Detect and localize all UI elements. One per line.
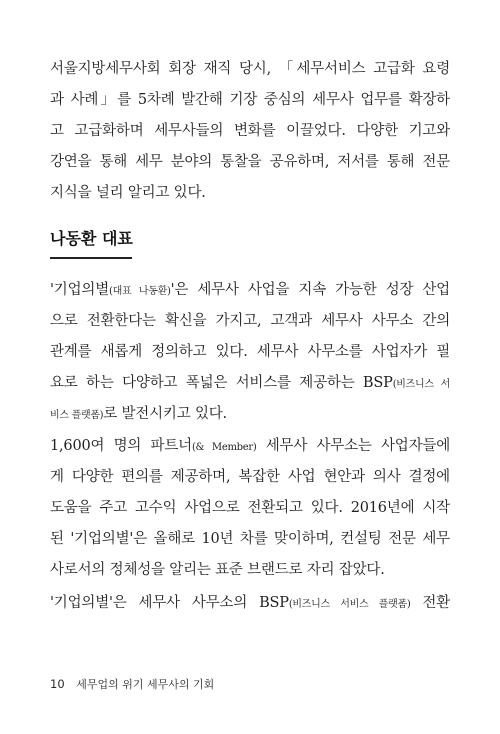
text-line: 도움을 주고 고수익 사업으로 전환되고 있다. 2016년에 시작 [50,500,450,516]
page-number: 10 [50,677,65,691]
text-line: 강연을 통해 세무 분야의 통찰을 공유하며, 저서를 통해 전문 [50,154,450,170]
text-line [50,588,450,619]
heading-underline [50,257,132,259]
text-run-small: 비스 플랫폼) [50,410,104,421]
text-line: 된 '기업의별'은 올해로 10년 차를 맞이하며, 컨설팅 전문 세무 [50,531,450,547]
text-line [50,368,450,399]
page-footer [50,676,214,693]
running-title: 세무업의 위기 세무사의 기회 [76,678,215,691]
text-line [50,275,450,306]
text-line [50,399,450,430]
text-line [50,431,450,462]
section-heading: 나동환 대표 [50,229,133,248]
text-line: 과 사례」를 5차례 발간해 기장 중심의 세무사 업무를 확장하 [50,92,450,108]
text-run: '기업의별 [50,282,110,298]
text-run: '은 세무사 사업을 지속 가능한 성장 산업 [170,282,450,298]
text-line: 관계를 새롭게 정의하고 있다. 세무사 사무소를 사업자가 필 [50,344,450,360]
text-run: 전환 [410,595,450,611]
text-run: 1,600여 명의 파트너 [50,438,192,454]
text-line: 게 다양한 편의를 제공하며, 복잡한 사업 현안과 의사 결정에 [50,469,450,485]
text-run: 세무사 사무소는 사업자들에 [256,438,450,454]
paragraph-company [50,275,450,430]
text-run: '기업의별'은 세무사 사무소의 BSP [50,595,289,611]
text-line: 으로 전환한다는 확신을 가지고, 고객과 세무사 사무소 간의 [50,313,450,329]
text-run-small: (비즈니스 서 [392,379,450,390]
paragraph-bsp [50,588,450,619]
text-line: 고 고급화하며 세무사들의 변화를 이끌었다. 다양한 기고와 [50,123,450,139]
text-run: 로 발전시키고 있다. [103,406,227,422]
intro-paragraph [50,54,450,209]
text-run-small: (대표 나동환) [109,286,171,297]
text-run-small: (비즈니스 서비스 플랫폼) [288,599,411,610]
text-run: 요로 하는 다양하고 폭넓은 서비스를 제공하는 BSP [50,375,393,391]
text-line: 서울지방세무사회 회장 재직 당시, 「세무서비스 고급화 요령 [50,61,450,77]
paragraph-partners [50,431,450,586]
text-run-small: (& Member) [191,442,257,453]
text-line: 사로서의 정체성을 알리는 표준 브랜드로 자리 잡았다. [50,562,385,578]
text-line: 지식을 널리 알리고 있다. [50,185,206,201]
